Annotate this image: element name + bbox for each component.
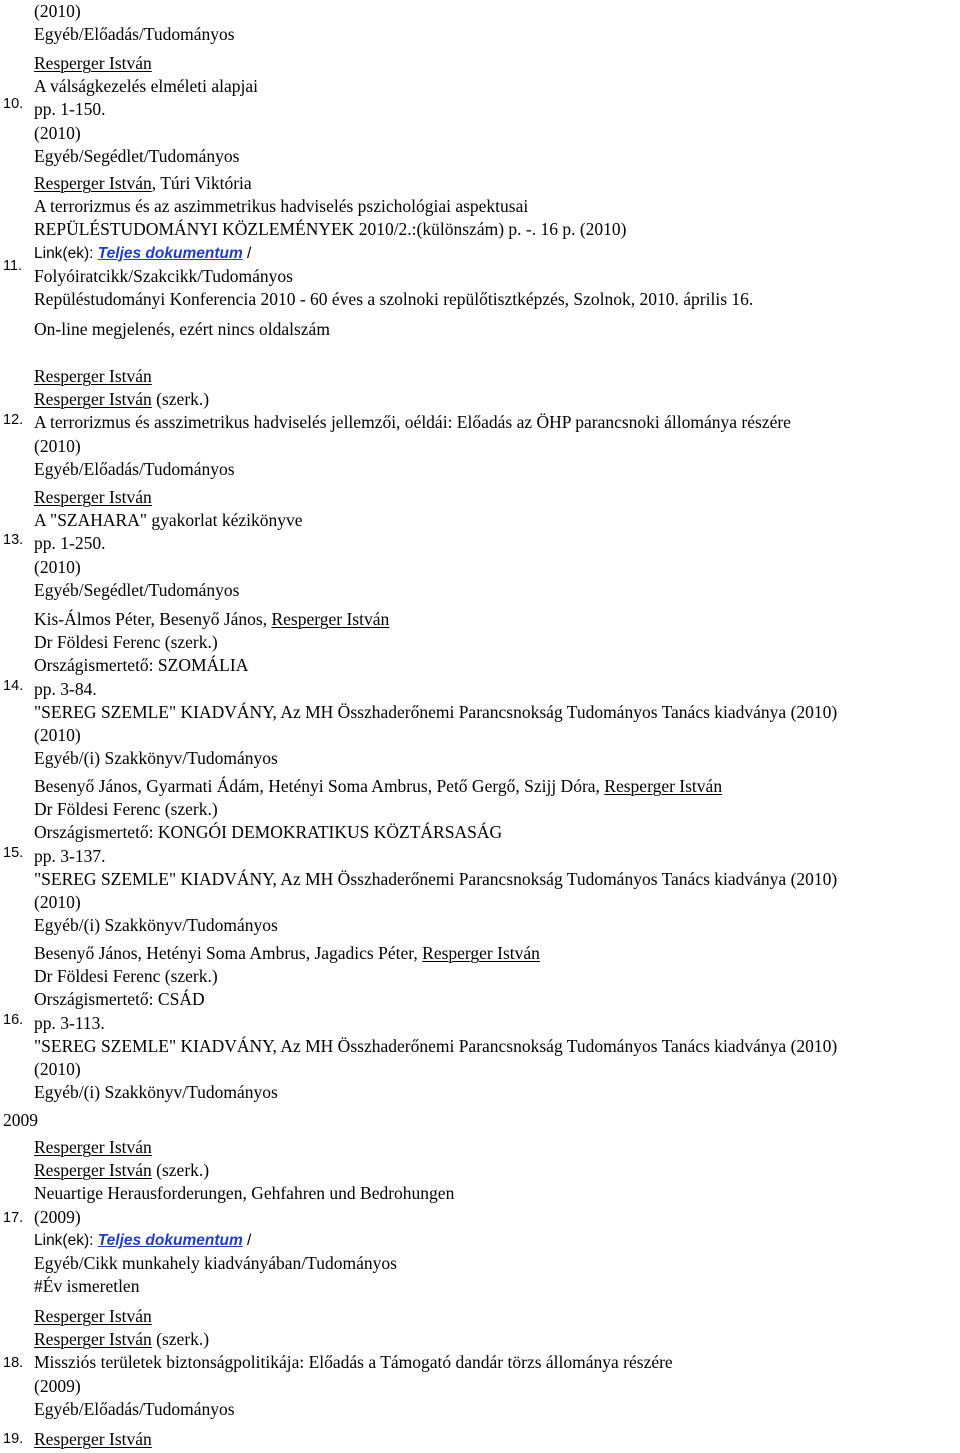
entry-type: Egyéb/(i) Szakkönyv/Tudományos	[34, 748, 278, 769]
author-link[interactable]: Resperger István	[34, 487, 152, 507]
author-link[interactable]: Resperger István	[422, 943, 540, 963]
entry-title: Missziós területek biztonságpolitikája: Előadás a Támogató dandár törzs állománya részére	[34, 1352, 673, 1373]
author-link[interactable]: Resperger István	[34, 1137, 152, 1157]
author-link[interactable]: Resperger István	[271, 609, 390, 629]
editor-suffix: (szerk.)	[151, 1329, 210, 1350]
entry-number: 15.	[3, 845, 24, 861]
entry-type: Egyéb/Cikk munkahely kiadványában/Tudományos	[34, 1252, 397, 1273]
author-link[interactable]: Resperger István	[34, 366, 152, 386]
coauthors: Besenyő János, Gyarmati Ádám, Hetényi Soma Ambrus, Pető Gergő, Szijj Dóra,	[34, 776, 605, 796]
entry-note: #Év ismeretlen	[34, 1276, 140, 1297]
link-prefix: Link(ek):	[34, 244, 98, 262]
entry-number: 11.	[3, 258, 23, 274]
author-link[interactable]: Resperger István	[34, 173, 152, 193]
entry-number: 18.	[3, 1355, 24, 1371]
entry-pages: pp. 1-150.	[34, 99, 106, 120]
entry-title: A terrorizmus és asszimetrikus hadviselés jellemzői, oéldái: Előadás az ÖHP parancsnoki állománya részére	[34, 412, 791, 433]
entry-title: A terrorizmus és az aszimmetrikus hadviselés pszichológiai aspektusai	[34, 196, 529, 217]
author-link[interactable]: Resperger István	[34, 1429, 152, 1449]
year-heading: 2009	[3, 1110, 38, 1130]
coauthors: Kis-Álmos Péter, Besenyő János,	[34, 609, 272, 629]
entry-year: (2010)	[34, 1, 81, 21]
entry-year: (2009)	[34, 1206, 81, 1227]
author-link[interactable]: Resperger István	[604, 776, 723, 796]
link-prefix: Link(ek):	[34, 1231, 98, 1249]
entry-type: Egyéb/Előadás/Tudományos	[34, 458, 235, 479]
entry-year: (2010)	[34, 435, 81, 456]
entry-type: Egyéb/(i) Szakkönyv/Tudományos	[34, 1082, 278, 1103]
entry-editor: Dr Földesi Ferenc (szerk.)	[34, 966, 218, 987]
editor-suffix: (szerk.)	[151, 1160, 210, 1181]
entry-type: Egyéb/Segédlet/Tudományos	[34, 579, 240, 600]
author-link[interactable]: Resperger István	[34, 1306, 152, 1326]
author-link[interactable]: Resperger István	[34, 53, 152, 73]
entry-pages: pp. 3-137.	[34, 845, 106, 866]
editor-link[interactable]: Resperger István	[34, 389, 152, 410]
entry-year: (2009)	[34, 1375, 81, 1396]
entry-pages: pp. 1-250.	[34, 533, 106, 554]
entry-title: Országismertető: CSÁD	[34, 989, 205, 1010]
entry-number: 17.	[3, 1210, 24, 1226]
link-suffix: /	[242, 244, 252, 262]
entry-year: (2010)	[34, 122, 81, 143]
entry-type: Egyéb/(i) Szakkönyv/Tudományos	[34, 915, 278, 936]
link-suffix: /	[242, 1231, 252, 1249]
entry-year: (2010)	[34, 556, 81, 577]
entry-year: (2010)	[34, 724, 81, 745]
entry-type: Folyóiratcikk/Szakcikk/Tudományos	[34, 265, 293, 286]
entry-series: "SEREG SZEMLE" KIADVÁNY, Az MH Összhaderőnemi Parancsnokság Tudományos Tanács kiadványa (2010)	[34, 1035, 838, 1056]
full-document-link[interactable]: Teljes dokumentum	[97, 244, 243, 262]
entry-editor: Dr Földesi Ferenc (szerk.)	[34, 799, 218, 820]
entry-series: "SEREG SZEMLE" KIADVÁNY, Az MH Összhaderőnemi Parancsnokság Tudományos Tanács kiadványa (2010)	[34, 868, 838, 889]
entry-source: REPÜLÉSTUDOMÁNYI KÖZLEMÉNYEK 2010/2.:(különszám) p. -. 16 p. (2010)	[34, 219, 627, 240]
entry-title: A "SZAHARA" gyakorlat kézikönyve	[34, 510, 303, 531]
entry-year: (2010)	[34, 891, 81, 912]
coauthors: , Túri Viktória	[151, 173, 252, 193]
entry-type: Egyéb/Előadás/Tudományos	[34, 1398, 235, 1419]
entry-note: On-line megjelenés, ezért nincs oldalszám	[34, 319, 330, 340]
full-document-link[interactable]: Teljes dokumentum	[97, 1231, 243, 1249]
entry-type: Egyéb/Segédlet/Tudományos	[34, 145, 240, 166]
entry-conference: Repüléstudományi Konferencia 2010 - 60 éves a szolnoki repülőtisztképzés, Szolnok, 2010. április 16.	[34, 288, 754, 309]
entry-number: 19.	[3, 1431, 24, 1447]
editor-link[interactable]: Resperger István	[34, 1160, 152, 1181]
entry-pages: pp. 3-113.	[34, 1012, 105, 1033]
entry-number: 12.	[3, 412, 24, 428]
entry-number: 13.	[3, 532, 24, 548]
entry-title: Országismertető: KONGÓI DEMOKRATIKUS KÖZTÁRSASÁG	[34, 822, 503, 843]
editor-suffix: (szerk.)	[151, 389, 210, 410]
entry-title: A válságkezelés elméleti alapjai	[34, 76, 258, 97]
entry-title: Neuartige Herausforderungen, Gehfahren und Bedrohungen	[34, 1183, 455, 1204]
entry-title: Országismertető: SZOMÁLIA	[34, 655, 249, 676]
entry-number: 16.	[3, 1012, 24, 1028]
entry-number: 10.	[3, 96, 24, 112]
entry-series: "SEREG SZEMLE" KIADVÁNY, Az MH Összhaderőnemi Parancsnokság Tudományos Tanács kiadványa (2010)	[34, 701, 838, 722]
entry-year: (2010)	[34, 1058, 81, 1079]
entry-type: Egyéb/Előadás/Tudományos	[34, 24, 235, 45]
entry-number: 14.	[3, 678, 24, 694]
coauthors: Besenyő János, Hetényi Soma Ambrus, Jagadics Péter,	[34, 943, 423, 963]
editor-link[interactable]: Resperger István	[34, 1329, 152, 1350]
entry-pages: pp. 3-84.	[34, 678, 97, 699]
entry-editor: Dr Földesi Ferenc (szerk.)	[34, 632, 218, 653]
